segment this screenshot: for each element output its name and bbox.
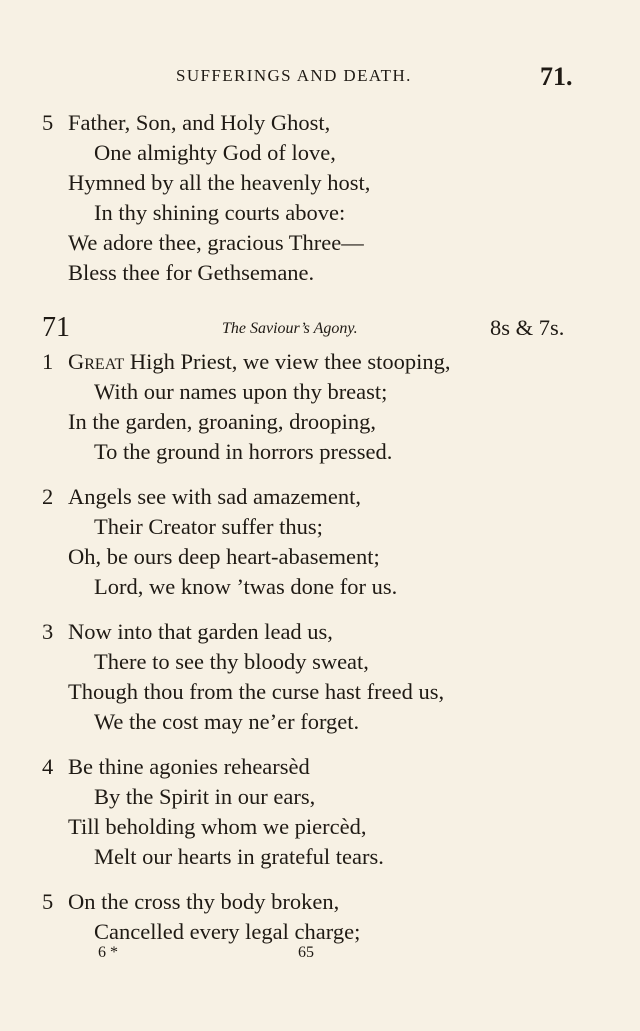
verse-line: On the cross thy body broken, — [68, 889, 340, 914]
verse-line: Till beholding whom we piercèd, — [68, 814, 367, 839]
verse-line: Angels see with sad amazement, — [68, 484, 362, 509]
running-head-page-number: 71. — [540, 62, 573, 91]
hymn-meter: 8s & 7s. — [490, 315, 565, 340]
verse-line: Oh, be ours deep heart-abasement; — [68, 544, 380, 569]
verse-line: To the ground in horrors pressed. — [94, 439, 393, 464]
signature-mark: 6 * — [98, 944, 118, 961]
verse-line: We adore thee, gracious Three— — [68, 230, 364, 255]
verse-number: 5 — [42, 889, 54, 914]
hymn-heading — [0, 312, 640, 346]
first-word-small-caps: Great — [68, 349, 125, 374]
verse-number: 5 — [42, 110, 54, 135]
verse-number: 3 — [42, 619, 54, 644]
verse-line: Cancelled every legal charge; — [94, 919, 361, 944]
verse-line: Now into that garden lead us, — [68, 619, 333, 644]
footer-page-number: 65 — [298, 944, 314, 961]
verse-line: In thy shining courts above: — [94, 200, 346, 225]
verse-line: Lord, we know ’twas done for us. — [94, 574, 398, 599]
verse-line: Bless thee for Gethsemane. — [68, 260, 315, 285]
verse-number: 4 — [42, 754, 54, 779]
verse-line: We the cost may ne’er forget. — [94, 709, 360, 734]
running-head — [0, 62, 640, 92]
verse-line: There to see thy bloody sweat, — [94, 649, 369, 674]
verse-line: Melt our hearts in grateful tears. — [94, 844, 384, 869]
verse-line: Hymned by all the heavenly host, — [68, 170, 371, 195]
running-head-title: SUFFERINGS AND DEATH. — [176, 66, 412, 85]
hymn-number: 71 — [42, 312, 70, 343]
first-line-rest: High Priest, we view thee stooping, — [124, 349, 451, 374]
verse-line: Father, Son, and Holy Ghost, — [68, 110, 331, 135]
verse-line: One almighty God of love, — [94, 140, 336, 165]
verse-line: In the garden, groaning, drooping, — [68, 409, 377, 434]
verse-number: 1 — [42, 349, 54, 374]
verse-line: Their Creator suffer thus; — [94, 514, 323, 539]
verse-line: With our names upon thy breast; — [94, 379, 388, 404]
verse-line: By the Spirit in our ears, — [94, 784, 316, 809]
verse-line: Be thine agonies rehearsèd — [68, 754, 310, 779]
verse-line: Though thou from the curse hast freed us, — [68, 679, 445, 704]
hymn-title: The Saviour’s Agony. — [222, 320, 358, 337]
verse-line — [68, 351, 450, 374]
verse-number: 2 — [42, 484, 54, 509]
